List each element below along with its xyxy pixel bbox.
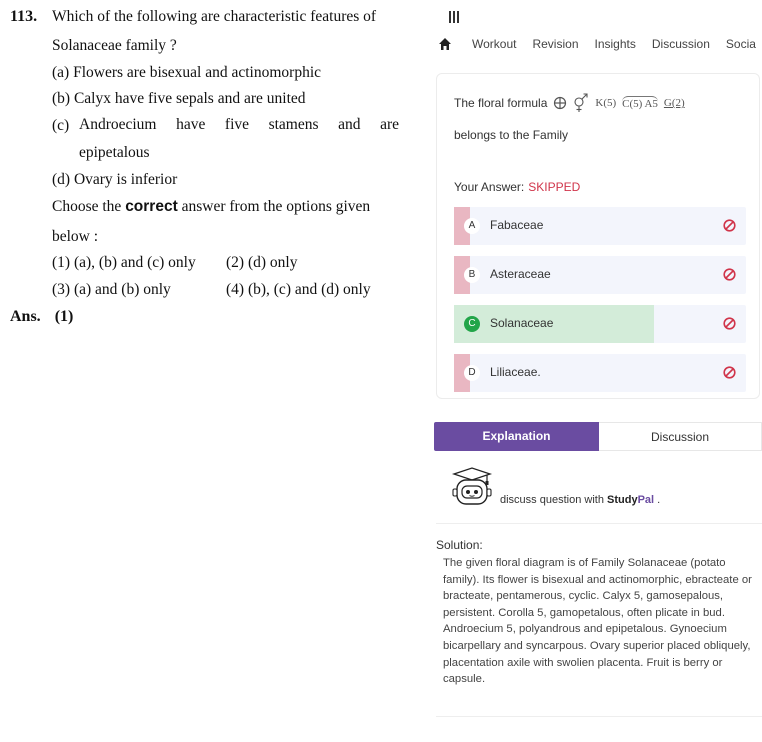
answer-option-a[interactable] — [454, 207, 746, 245]
floral-formula — [553, 92, 684, 114]
actinomorphic-icon — [553, 96, 567, 110]
tab-discussion[interactable]: Discussion — [651, 37, 710, 51]
statement-b: (b) Calyx have five sepals and are united — [52, 90, 306, 107]
tab-workout[interactable]: Workout — [472, 37, 517, 51]
option-3: (3) (a) and (b) only — [52, 281, 171, 298]
tab-revision[interactable]: Revision — [532, 37, 579, 51]
statement-a: (a) Flowers are bisexual and actinomorphic — [52, 64, 322, 81]
your-answer-label: Your Answer: — [454, 180, 525, 194]
vertical-menu-icon[interactable] — [447, 10, 461, 24]
answer-label: Ans. — [10, 308, 41, 325]
cancel-icon — [723, 366, 736, 379]
option-letter: D — [464, 365, 480, 381]
statement-c-line2: epipetalous — [79, 144, 150, 161]
option-text: Solanaceae — [490, 316, 554, 330]
studypal-prompt[interactable] — [448, 467, 748, 511]
question-text-line2: belongs to the Family — [454, 128, 569, 142]
formula-corolla-androecium: C(5) A5 — [622, 98, 658, 110]
statement-c-word: and — [338, 116, 361, 133]
question-number: 113. — [10, 8, 38, 25]
formula-gynoecium: G(2) — [663, 97, 685, 109]
statement-c-word: Androecium — [79, 116, 157, 133]
answer-option-d[interactable] — [454, 354, 746, 392]
question-text — [454, 92, 685, 114]
app-panel — [430, 0, 762, 742]
statement-c — [79, 116, 399, 134]
option-4: (4) (b), (c) and (d) only — [226, 281, 371, 298]
divider — [436, 523, 762, 524]
your-answer-status: SKIPPED — [528, 180, 581, 194]
top-nav — [430, 33, 762, 55]
divider — [436, 716, 762, 717]
answer-option-b[interactable] — [454, 256, 746, 294]
option-1: (1) (a), (b) and (c) only — [52, 254, 196, 271]
solution-label: Solution: — [436, 538, 483, 552]
option-letter: A — [464, 218, 480, 234]
explanation-tabs — [434, 422, 762, 451]
question-stem-line1: Which of the following are characteristic features of — [52, 8, 377, 25]
bisexual-symbol-icon — [571, 92, 589, 114]
statement-c-word: have — [176, 116, 206, 133]
formula-label: The floral formula — [454, 96, 548, 110]
robot-graduate-icon — [448, 467, 496, 507]
choose-instruction: Choose the correct answer from the options given — [52, 198, 371, 215]
studypal-text: discuss question with StudyPal . — [500, 494, 661, 506]
option-text: Liliaceae. — [490, 365, 541, 379]
cancel-icon — [723, 317, 736, 330]
home-icon[interactable] — [438, 37, 452, 51]
option-letter: C — [464, 316, 480, 332]
statement-c-label: (c) — [52, 117, 70, 134]
tab-explanation[interactable]: Explanation — [434, 422, 599, 451]
statement-c-word: stamens — [268, 116, 319, 133]
answer-value: (1) — [54, 308, 74, 325]
cancel-icon — [723, 219, 736, 232]
tab-discussion-panel[interactable]: Discussion — [599, 422, 762, 451]
tab-social[interactable]: Socia — [725, 37, 756, 51]
statement-c-word: are — [380, 116, 399, 133]
statement-c-word: five — [224, 116, 250, 133]
cancel-icon — [723, 268, 736, 281]
answer — [10, 308, 73, 326]
option-text: Asteraceae — [490, 267, 551, 281]
answer-option-c[interactable] — [454, 305, 746, 343]
option-text: Fabaceae — [490, 218, 544, 232]
option-letter: B — [464, 267, 480, 283]
solution-body: The given floral diagram is of Family Solanaceae (potato family). Its flower is bisexual and actinomorphic, ebracteate or bracteate, pentamerous, cyclic. Calyx 5, gamosepalous, persistent. Corolla 5, gamopetalous, often plicate in bud. Androecium 5, polyandrous and epipetalous. Gynoecium bicarpellary and syncarpous. Ovary superior placed obliquely, placentation axile with swolien placenta. Fruit is berry or capsule. — [443, 557, 752, 686]
choose-instruction-line2: below : — [52, 228, 99, 245]
question-stem-line2: Solanaceae family ? — [52, 37, 177, 54]
option-2: (2) (d) only — [226, 254, 298, 271]
statement-d: (d) Ovary is inferior — [52, 171, 178, 188]
formula-calyx: K(5) — [595, 97, 617, 109]
tab-insights[interactable]: Insights — [594, 37, 636, 51]
your-answer — [454, 180, 580, 194]
question-card — [436, 73, 760, 399]
